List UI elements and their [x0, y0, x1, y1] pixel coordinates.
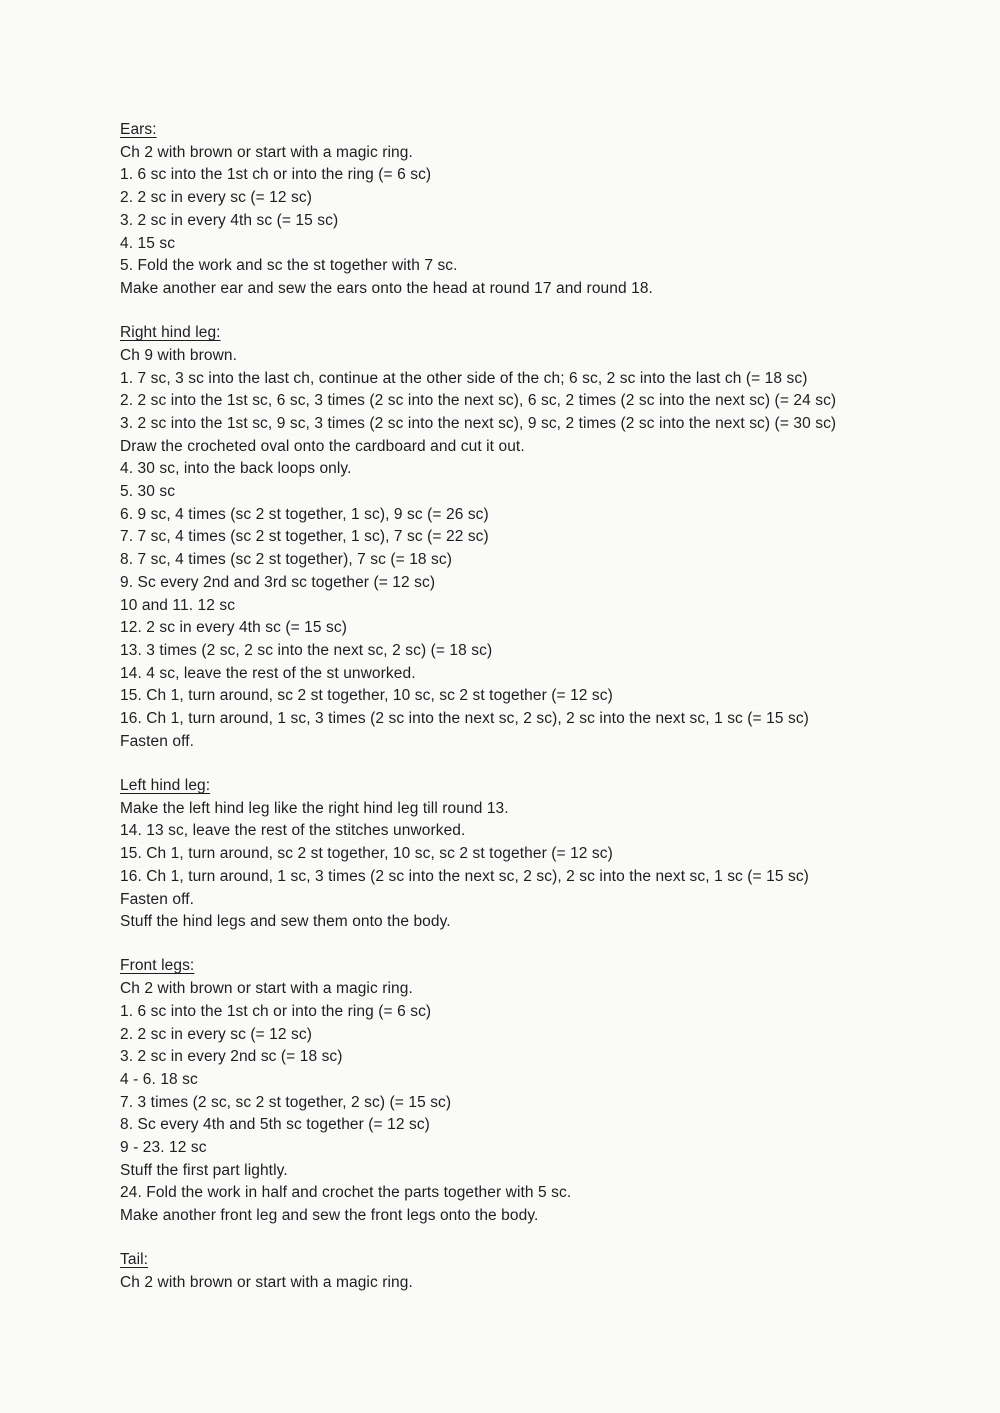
pattern-section	[120, 775, 922, 934]
instruction-line: Stuff the first part lightly.	[120, 1161, 288, 1179]
instruction-line: 1. 6 sc into the 1st ch or into the ring (= 6 sc)	[120, 166, 432, 184]
instruction-line: 9 - 23. 12 sc	[120, 1139, 207, 1157]
instruction-line: 4 - 6. 18 sc	[120, 1070, 198, 1088]
instruction-line: 15. Ch 1, turn around, sc 2 st together, 10 sc, sc 2 st together (= 12 sc)	[120, 845, 613, 863]
instruction-line: 5. Fold the work and sc the st together with 7 sc.	[120, 257, 458, 275]
instruction-line: 2. 2 sc in every sc (= 12 sc)	[120, 189, 312, 207]
instruction-line: 3. 2 sc into the 1st sc, 9 sc, 3 times (2 sc into the next sc), 9 sc, 2 times (2 sc into the next sc) (= 30 sc)	[120, 414, 837, 432]
instruction-line: 24. Fold the work in half and crochet the parts together with 5 sc.	[120, 1184, 572, 1202]
document-content	[120, 119, 922, 1295]
instruction-line: 13. 3 times (2 sc, 2 sc into the next sc, 2 sc) (= 18 sc)	[120, 641, 493, 659]
instruction-line: 15. Ch 1, turn around, sc 2 st together, 10 sc, sc 2 st together (= 12 sc)	[120, 687, 613, 705]
section-heading: Right hind leg:	[120, 324, 221, 342]
instruction-line: 4. 30 sc, into the back loops only.	[120, 460, 352, 478]
instruction-line: Ch 9 with brown.	[120, 346, 238, 364]
instruction-line: 14. 4 sc, leave the rest of the st unworked.	[120, 664, 416, 682]
instruction-line: Stuff the hind legs and sew them onto the body.	[120, 913, 451, 931]
instruction-line: 16. Ch 1, turn around, 1 sc, 3 times (2 sc into the next sc, 2 sc), 2 sc into the next sc, 1 sc (= 15 sc)	[120, 710, 809, 728]
instruction-line: 14. 13 sc, leave the rest of the stitches unworked.	[120, 822, 466, 840]
pattern-section	[120, 1249, 922, 1294]
instruction-line: Make another ear and sew the ears onto the head at round 17 and round 18.	[120, 279, 653, 297]
instruction-line: Draw the crocheted oval onto the cardboard and cut it out.	[120, 437, 525, 455]
instruction-line: 8. Sc every 4th and 5th sc together (= 12 sc)	[120, 1116, 430, 1134]
instruction-line: 8. 7 sc, 4 times (sc 2 st together), 7 sc (= 18 sc)	[120, 551, 453, 569]
pattern-section	[120, 322, 922, 753]
instruction-line: 2. 2 sc in every sc (= 12 sc)	[120, 1025, 312, 1043]
pattern-section	[120, 119, 922, 301]
instruction-line: 9. Sc every 2nd and 3rd sc together (= 12 sc)	[120, 573, 436, 591]
instruction-line: 3. 2 sc in every 2nd sc (= 18 sc)	[120, 1048, 343, 1066]
instruction-line: Make the left hind leg like the right hind leg till round 13.	[120, 799, 509, 817]
instruction-line: 1. 7 sc, 3 sc into the last ch, continue at the other side of the ch; 6 sc, 2 sc into the last ch (= 18 sc)	[120, 369, 808, 387]
instruction-line: 10 and 11. 12 sc	[120, 596, 236, 614]
instruction-line: 3. 2 sc in every 4th sc (= 15 sc)	[120, 211, 339, 229]
instruction-line: 7. 7 sc, 4 times (sc 2 st together, 1 sc), 7 sc (= 22 sc)	[120, 528, 489, 546]
instruction-line: Ch 2 with brown or start with a magic ring.	[120, 1274, 413, 1292]
instruction-line: 16. Ch 1, turn around, 1 sc, 3 times (2 sc into the next sc, 2 sc), 2 sc into the next sc, 1 sc (= 15 sc)	[120, 867, 809, 885]
section-heading: Left hind leg:	[120, 776, 211, 794]
instruction-line: 7. 3 times (2 sc, sc 2 st together, 2 sc) (= 15 sc)	[120, 1093, 452, 1111]
section-heading: Front legs:	[120, 957, 195, 975]
instruction-line: Fasten off.	[120, 732, 195, 750]
instruction-line: 12. 2 sc in every 4th sc (= 15 sc)	[120, 619, 347, 637]
instruction-line: 5. 30 sc	[120, 483, 176, 501]
instruction-line: 4. 15 sc	[120, 234, 176, 252]
instruction-line: Make another front leg and sew the front legs onto the body.	[120, 1207, 539, 1225]
instruction-line: Ch 2 with brown or start with a magic ring.	[120, 980, 413, 998]
instruction-line: 6. 9 sc, 4 times (sc 2 st together, 1 sc), 9 sc (= 26 sc)	[120, 505, 489, 523]
section-heading: Ears:	[120, 121, 157, 138]
pattern-section	[120, 955, 922, 1227]
instruction-line: Fasten off.	[120, 890, 195, 908]
instruction-line: Ch 2 with brown or start with a magic ring.	[120, 143, 413, 161]
instruction-line: 2. 2 sc into the 1st sc, 6 sc, 3 times (2 sc into the next sc), 6 sc, 2 times (2 sc into the next sc) (= 24 sc)	[120, 392, 837, 410]
instruction-line: 1. 6 sc into the 1st ch or into the ring (= 6 sc)	[120, 1002, 432, 1020]
section-heading: Tail:	[120, 1251, 149, 1269]
